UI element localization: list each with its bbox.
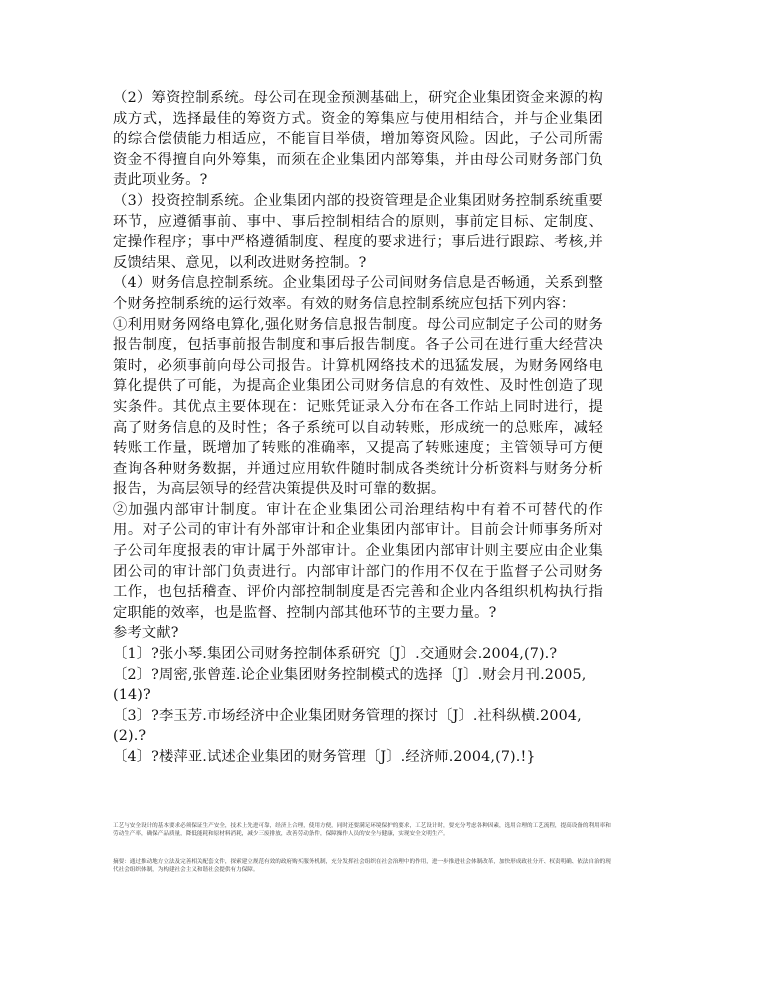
references-heading: 参考文献? (113, 625, 179, 642)
reference-item: 〔4〕?楼萍亚.试述企业集团的财务管理〔J〕.经济师.2004,(7).!} (113, 749, 536, 765)
paragraph-internal-audit: ②加强内部审计制度。审计在企业集团公司治理结构中有着不可替代的作用。对子公司的审计有外部审计和企业集团内部审计。目前会计师事务所对子公司年度报表的审计属于外部审计。企业集团内部审计则主要应由企业集团公司的审计部门负责进行。内部审计部门的作用不仅在于监督子公司财务工作，也包括稽查、评价内部控制制度是否完善和企业内各组织机构执行指定职能的效率，也是监督、控制内部其他环节的主要力量。? (113, 501, 603, 621)
reference-item: 〔2〕?周密,张曾莲.论企业集团财务控制模式的选择〔J〕.财会月刊.2005,(14)? (113, 666, 587, 704)
paragraph-financing-control: （2）筹资控制系统。母公司在现金预测基础上，研究企业集团资金来源的构成方式，选择最佳的筹资方式。资金的筹集应与使用相结合，并与企业集团的综合偿债能力相适应，不能盲目举债，增加筹资风险。因此，子公司所需资金不得擅自向外筹集，而须在企业集团内部筹集，并由母公司财务部门负责此项业务。? (113, 90, 603, 189)
references-section (113, 623, 603, 767)
reference-item: 〔3〕?李玉芳.市场经济中企业集团财务管理的探讨〔J〕.社科纵横.2004,(2).? (113, 707, 582, 745)
footnote-block: 工艺与安全设计的基本要求必须保证生产安全，技术上先进可靠，经济上合理，使用方便，同时还要满足环境保护的要求，工艺设计时，要充分考虑各种因素，选用合理的工艺流程，提高设备的利用率和劳动生产率，确保产品质量，降低能耗和原材料消耗，减少三废排放，改善劳动条件，保障操作人员的安全与健康，实现安全文明生产。 (113, 823, 611, 837)
reference-item: 〔1〕?张小琴.集团公司财务控制体系研究〔J〕.交通财会.2004,(7).? (113, 646, 558, 663)
paragraph-financial-information-control: （4）财务信息控制系统。企业集团母子公司间财务信息是否畅通，关系到整个财务控制系统的运行效率。有效的财务信息控制系统应包括下列内容： (113, 275, 603, 312)
footnote-block: 摘要：通过推动地方立法及完善相关配套文件，探索建立规范有效的政府购买服务机制，充分发挥社会组织在社会治理中的作用，进一步推进社会体制改革，加快形成政社分开、权责明确、依法自治的现代社会组织体制，为构建社会主义和谐社会提供有力保障。 (113, 859, 611, 873)
article-body (113, 88, 603, 768)
paragraph-investment-control: （3）投资控制系统。企业集团内部的投资管理是企业集团财务控制系统重要环节，应遵循事前、事中、事后控制相结合的原则，事前定目标、定制度、定操作程序；事中严格遵循制度、程度的要求进行；事后进行跟踪、考核,并反馈结果、意见，以利改进财务控制。? (113, 192, 603, 271)
paragraph-network-computerization: ①利用财务网络电算化,强化财务信息报告制度。母公司应制定子公司的财务报告制度，包括事前报告制度和事后报告制度。各子公司在进行重大经营决策时，必须事前向母公司报告。计算机网络技术的迅猛发展，为财务网络电算化提供了可能，为提高企业集团公司财务信息的有效性、及时性创造了现实条件。其优点主要体现在：记账凭证录入分布在各工作站上同时进行，提高了财务信息的及时性；各子系统可以自动转账，形成统一的总账库，减轻转账工作量，既增加了转账的准确率，又提高了转账速度；主管领导可方便查询各种财务数据，并通过应用软件随时制成各类统计分析资料与财务分析报告，为高层领导的经营决策提供及时可靠的数据。 (113, 316, 603, 498)
